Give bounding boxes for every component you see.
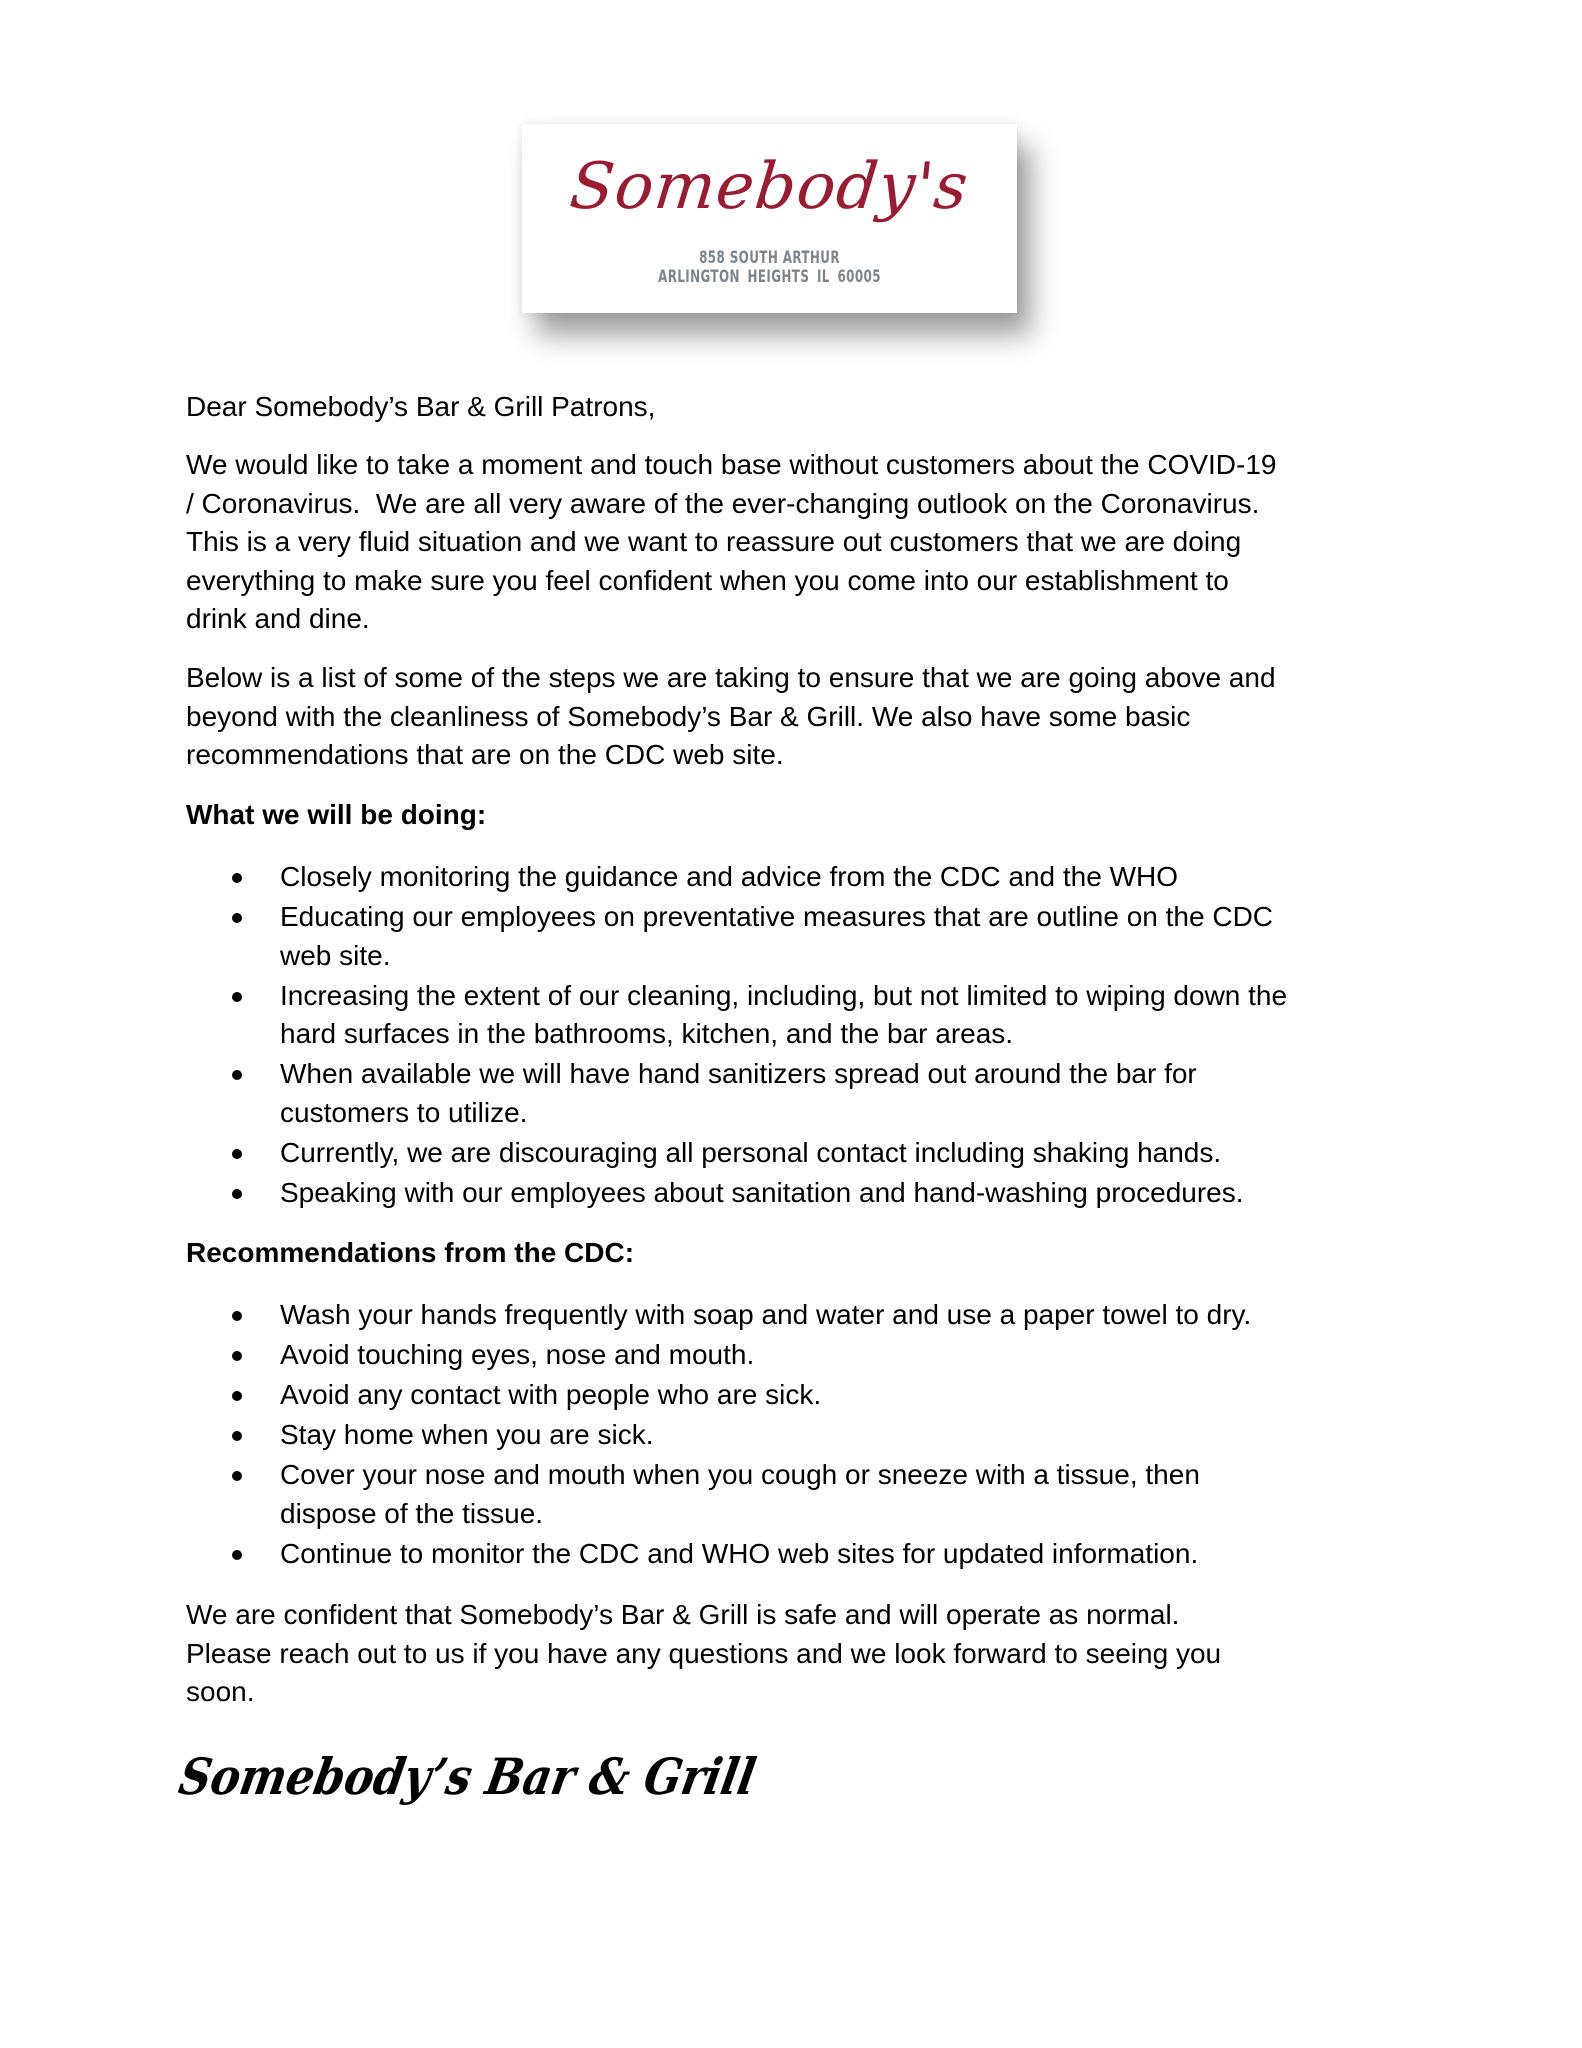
list-item bbox=[186, 977, 1426, 1054]
paragraph-line: Below is a list of some of the steps we are taking to ensure that we are going above and bbox=[186, 662, 1276, 693]
list-item-line: Stay home when you are sick. bbox=[280, 1419, 654, 1450]
greeting-text: Dear Somebody’s Bar & Grill Patrons, bbox=[186, 391, 656, 422]
list-item-line: Currently, we are discouraging all personal contact including shaking hands. bbox=[280, 1136, 1222, 1168]
paragraph-line: recommendations that are on the CDC web site. bbox=[186, 739, 784, 770]
list-item-line: dispose of the tissue. bbox=[280, 1497, 544, 1529]
list-item-line: Educating our employees on preventative measures that are outline on the CDC bbox=[280, 901, 1274, 932]
paragraph-line: / Coronavirus. We are all very aware of the ever-changing outlook on the Coronavirus. bbox=[186, 487, 1260, 519]
list-item-line: When available we will have hand sanitizers spread out around the bar for bbox=[280, 1058, 1197, 1089]
paragraph-line: We are confident that Somebody’s Bar & Grill is safe and will operate as normal. bbox=[186, 1599, 1180, 1630]
intro-paragraph bbox=[186, 446, 1426, 639]
list-item-line: Avoid any contact with people who are sick. bbox=[280, 1379, 822, 1410]
list-item-line: Closely monitoring the guidance and advice from the CDC and the WHO bbox=[280, 861, 1178, 892]
list-item bbox=[186, 898, 1426, 975]
greeting bbox=[186, 388, 1426, 427]
list-item bbox=[186, 1456, 1426, 1533]
list-item bbox=[186, 1535, 1426, 1574]
logo-card bbox=[522, 124, 1017, 313]
list-item-line: Continue to monitor the CDC and WHO web sites for updated information. bbox=[280, 1537, 1199, 1569]
list-item-line: Wash your hands frequently with soap and water and use a paper towel to dry. bbox=[280, 1299, 1252, 1330]
logo-address-line-2: ARLINGTON HEIGHTS IL 60005 bbox=[658, 267, 881, 287]
bullet-icon bbox=[232, 913, 242, 923]
list-item-line: customers to utilize. bbox=[280, 1096, 528, 1128]
bullet-icon bbox=[232, 1471, 242, 1481]
bullet-icon bbox=[232, 1550, 242, 1560]
steps-paragraph bbox=[186, 659, 1426, 775]
list-item-line: web site. bbox=[280, 939, 391, 971]
bullet-icon bbox=[232, 1311, 242, 1321]
list-item-line: Cover your nose and mouth when you cough or sneeze with a tissue, then bbox=[280, 1459, 1200, 1490]
bullet-icon bbox=[232, 1149, 242, 1159]
paragraph-line: everything to make sure you feel confident when you come into our establishment to bbox=[186, 564, 1229, 596]
signature-text: Somebody’s Bar & Grill bbox=[174, 1747, 844, 1806]
list-item bbox=[186, 1376, 1426, 1415]
bullet-icon bbox=[232, 1070, 242, 1080]
paragraph-line: beyond with the cleanliness of Somebody’s Bar & Grill. We also have some basic bbox=[186, 700, 1191, 732]
bullet-icon bbox=[232, 1189, 242, 1199]
paragraph-line: We would like to take a moment and touch base without customers about the COVID-19 bbox=[186, 449, 1277, 480]
list-item-line: hard surfaces in the bathrooms, kitchen, and the bar areas. bbox=[280, 1018, 1014, 1049]
logo-wordmark-text: Somebody's bbox=[566, 149, 973, 224]
list-item bbox=[186, 1134, 1426, 1173]
list-item bbox=[186, 858, 1426, 897]
list-item bbox=[186, 1336, 1426, 1375]
doing-list bbox=[186, 858, 1426, 1214]
list-item-line: Increasing the extent of our cleaning, including, but not limited to wiping down the bbox=[280, 979, 1288, 1011]
bullet-icon bbox=[232, 1351, 242, 1361]
closing-paragraph bbox=[186, 1596, 1426, 1712]
list-item-line: Avoid touching eyes, nose and mouth. bbox=[280, 1339, 755, 1370]
cdc-list bbox=[186, 1296, 1426, 1575]
paragraph-line: drink and dine. bbox=[186, 603, 370, 634]
bullet-icon bbox=[232, 1391, 242, 1401]
bullet-icon bbox=[232, 992, 242, 1002]
section-heading: What we will be doing: bbox=[186, 799, 487, 830]
list-item-line: Speaking with our employees about sanitation and hand-washing procedures. bbox=[280, 1176, 1244, 1208]
cdc-heading bbox=[186, 1234, 1426, 1273]
list-item bbox=[186, 1416, 1426, 1455]
bullet-icon bbox=[232, 1431, 242, 1441]
paragraph-line: This is a very fluid situation and we want to reassure out customers that we are doing bbox=[186, 526, 1242, 557]
paragraph-line: Please reach out to us if you have any questions and we look forward to seeing you bbox=[186, 1637, 1222, 1669]
paragraph-line: soon. bbox=[186, 1676, 255, 1707]
list-item bbox=[186, 1055, 1426, 1132]
signature bbox=[174, 1742, 844, 1812]
logo-address-line-1: 858 SOUTH ARTHUR bbox=[699, 248, 840, 268]
doing-heading bbox=[186, 796, 1426, 835]
section-heading: Recommendations from the CDC: bbox=[186, 1237, 635, 1268]
list-item bbox=[186, 1174, 1426, 1213]
list-item bbox=[186, 1296, 1426, 1335]
bullet-icon bbox=[232, 873, 242, 883]
logo-wordmark bbox=[566, 142, 973, 242]
